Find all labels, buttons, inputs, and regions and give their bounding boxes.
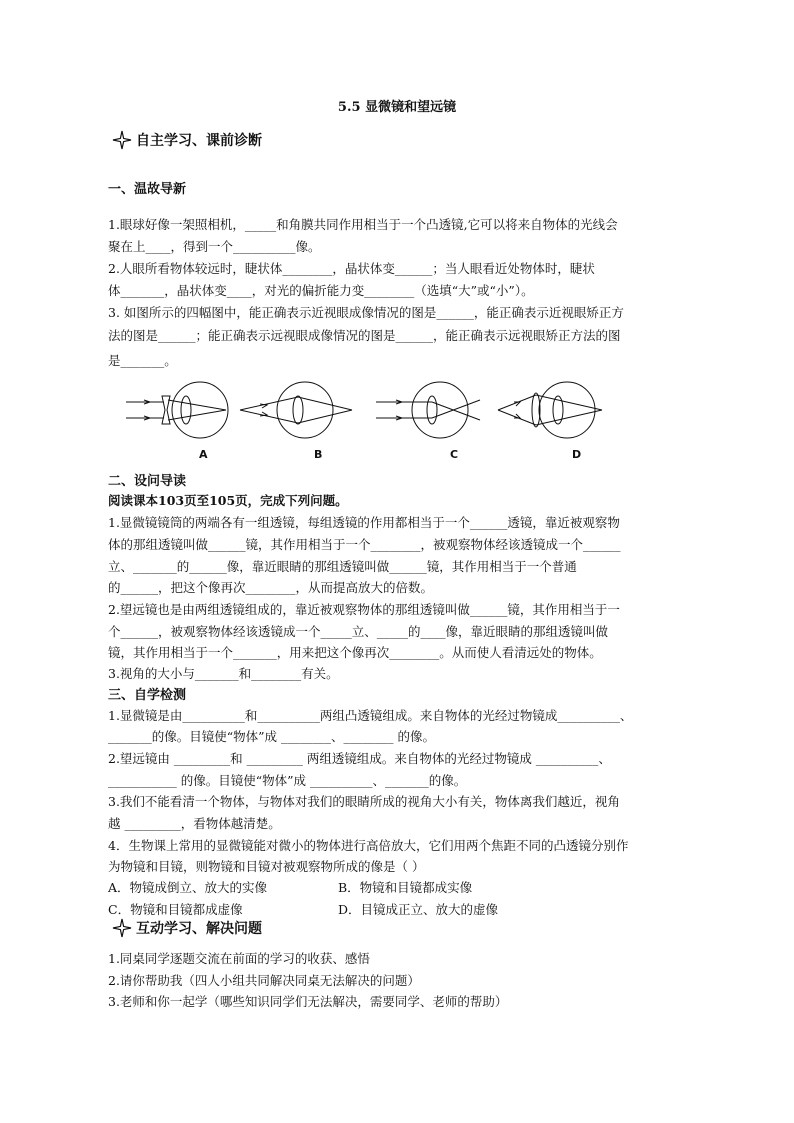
- figure-label-d: D: [572, 448, 582, 461]
- part-heading: 一、温故导新: [108, 182, 187, 197]
- part-heading: 二、设问导读: [108, 474, 187, 489]
- section-header-interactive: [112, 918, 262, 938]
- text-line: _______的像。目镜使“物体”成 ________、________ 的像。: [108, 729, 435, 744]
- eye-diagram-c: [376, 382, 480, 438]
- eye-diagram-d: [498, 382, 602, 438]
- text-line: 3.视角的大小与_______和________有关。: [108, 666, 339, 681]
- sparkle-icon: [112, 918, 132, 938]
- option-c: C．物镜和目镜都成虚像: [108, 902, 243, 917]
- sparkle-icon: [112, 130, 132, 150]
- page-title: 5.5 显微镜和望远镜: [337, 100, 457, 115]
- text-line: ___________ 的像。目镜使“物体”成 __________、_______的像。: [108, 773, 467, 788]
- text-line: 1.显微镜镜筒的两端各有一组透镜，每组透镜的作用都相当于一个______透镜，靠近被观察物: [108, 515, 620, 530]
- eye-diagram-figure: [120, 378, 620, 464]
- eye-diagram-b: [240, 382, 352, 438]
- eye-diagrams: [120, 378, 620, 448]
- section-heading: 自主学习、课前诊断: [136, 133, 262, 149]
- option-a: A．物镜成倒立、放大的实像: [108, 880, 268, 895]
- figure-label-b: B: [314, 448, 323, 461]
- text-line: 4．生物课上常用的显微镜能对微小的物体进行高倍放大，它们用两个焦距不同的凸透镜分别作: [108, 838, 629, 853]
- figure-label-a: A: [199, 448, 208, 461]
- text-line: 的______，把这个像再次________，从而提高放大的倍数。: [108, 580, 434, 595]
- text-line: 个______，被观察物体经该透镜成一个_____立、_____的____像，靠近眼睛的那组透镜叫做: [108, 624, 609, 639]
- eye-diagram-a: [126, 382, 228, 438]
- option-b: B．物镜和目镜都成实像: [338, 880, 473, 895]
- text-line: 2.望远镜由 _________和 _________ 两组透镜组成。来自物体的光经过物镜成 __________、: [108, 751, 611, 766]
- figure-label-c: C: [450, 448, 459, 461]
- text-line: 2.人眼所看物体较远时，睫状体________，晶状体变______；当人眼看近处物体时，睫状: [108, 261, 595, 276]
- text-line: 是_______。: [108, 353, 177, 368]
- text-line: 3.老师和你一起学（哪些知识同学们无法解决，需要同学、老师的帮助）: [108, 994, 508, 1009]
- text-line: 越 _________，看物体越清楚。: [108, 816, 281, 831]
- part-heading: 三、自学检测: [108, 688, 187, 703]
- text-line: 镜，其作用相当于一个_______，用来把这个像再次________。从而使人看清远处的物体。: [108, 645, 602, 660]
- text-line: 1.显微镜是由__________和__________两组凸透镜组成。来自物体的光经过物镜成__________、: [108, 708, 633, 723]
- text-line: 2.请你帮助我（四人小组共同解决同桌无法解决的问题）: [108, 973, 420, 988]
- text-line: 为物镜和目镜，则物镜和目镜对被观察物所成的像是（ ）: [108, 859, 425, 874]
- text-line: 1.眼球好像一架照相机，_____和角膜共同作用相当于一个凸透镜,它可以将来自物体的光线会: [108, 217, 618, 232]
- text-line: 法的图是______；能正确表示远视眼成像情况的图是______，能正确表示远视眼矫正方法的图: [108, 328, 621, 343]
- section-heading: 互动学习、解决问题: [136, 921, 262, 937]
- section-header-self-study: [112, 130, 262, 150]
- option-d: D．目镜成正立、放大的虚像: [338, 902, 499, 917]
- reading-instruction: 阅读课本103页至105页，完成下列问题。: [108, 493, 348, 508]
- text-line: 2.望远镜也是由两组透镜组成的，靠近被观察物体的那组透镜叫做______镜，其作用相当于一: [108, 602, 620, 617]
- text-line: 3. 如图所示的四幅图中，能正确表示近视眼成像情况的图是______，能正确表示近视眼矫正方: [108, 305, 624, 320]
- text-line: 立、_______的______像，靠近眼睛的那组透镜叫做______镜，其作用相当于一个普通: [108, 559, 577, 574]
- text-line: 体的那组透镜叫做______镜，其作用相当于一个________，被观察物体经该透镜成一个______: [108, 537, 621, 552]
- text-line: 1.同桌同学逐题交流在前面的学习的收获、感悟: [108, 951, 370, 966]
- text-line: 体_______，晶状体变____，对光的偏折能力变________（选填“大”或“小”）。: [108, 283, 534, 298]
- text-line: 聚在上____，得到一个__________像。: [108, 239, 321, 254]
- text-line: 3.我们不能看清一个物体，与物体对我们的眼睛所成的视角大小有关，物体离我们越近，视角: [108, 794, 620, 809]
